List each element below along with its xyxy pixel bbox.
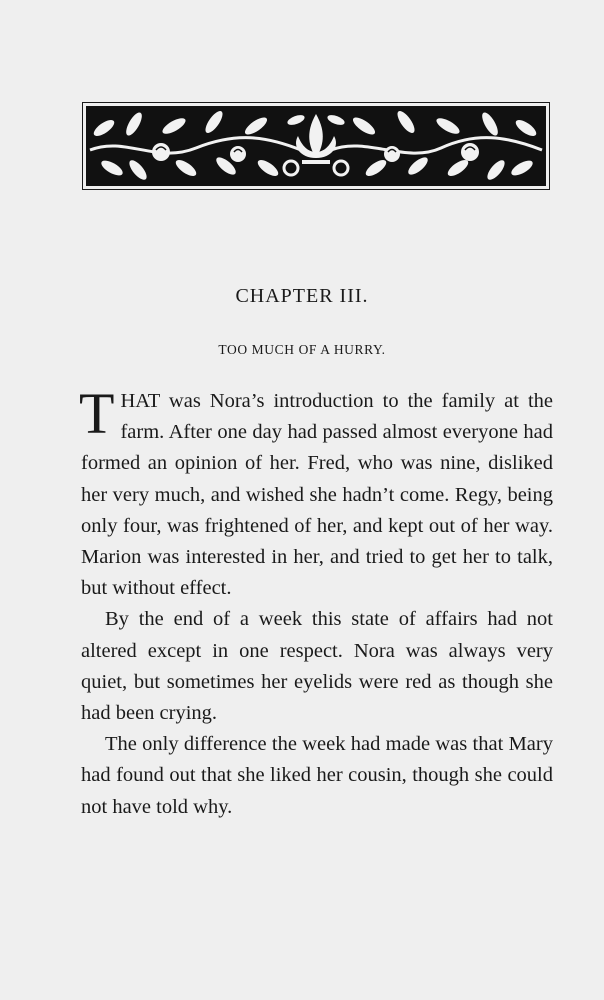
paragraph-1 xyxy=(79,381,553,604)
drop-cap: T xyxy=(79,381,115,446)
paragraph-2: By the end of a week this state of affairs had not altered except in one respect. Nora was always very quiet, but sometimes her eyelids were red as though she had been crying. xyxy=(81,608,553,725)
ornament-graphic xyxy=(86,106,546,186)
paragraph-3: The only difference the week had made was that Mary had found out that she liked her cousin, though she could not have told why. xyxy=(81,733,553,818)
chapter-subtitle: TOO MUCH OF A HURRY. xyxy=(218,342,386,357)
paragraph-1-text: HAT was Nora’s introduction to the family at the farm. After one day had passed almost everyone had formed an opinion of her. Fred, who was nine, disliked her very much, and wished she hadn’t come. Regy, being only four, was frightened of her, and kept out of her way. Marion was interested in her, and tried to get her to talk, but without effect. xyxy=(81,390,553,600)
chapter-body xyxy=(79,381,553,823)
chapter-title: CHAPTER III. xyxy=(235,285,369,307)
floral-vine-headpiece-icon xyxy=(82,102,550,190)
